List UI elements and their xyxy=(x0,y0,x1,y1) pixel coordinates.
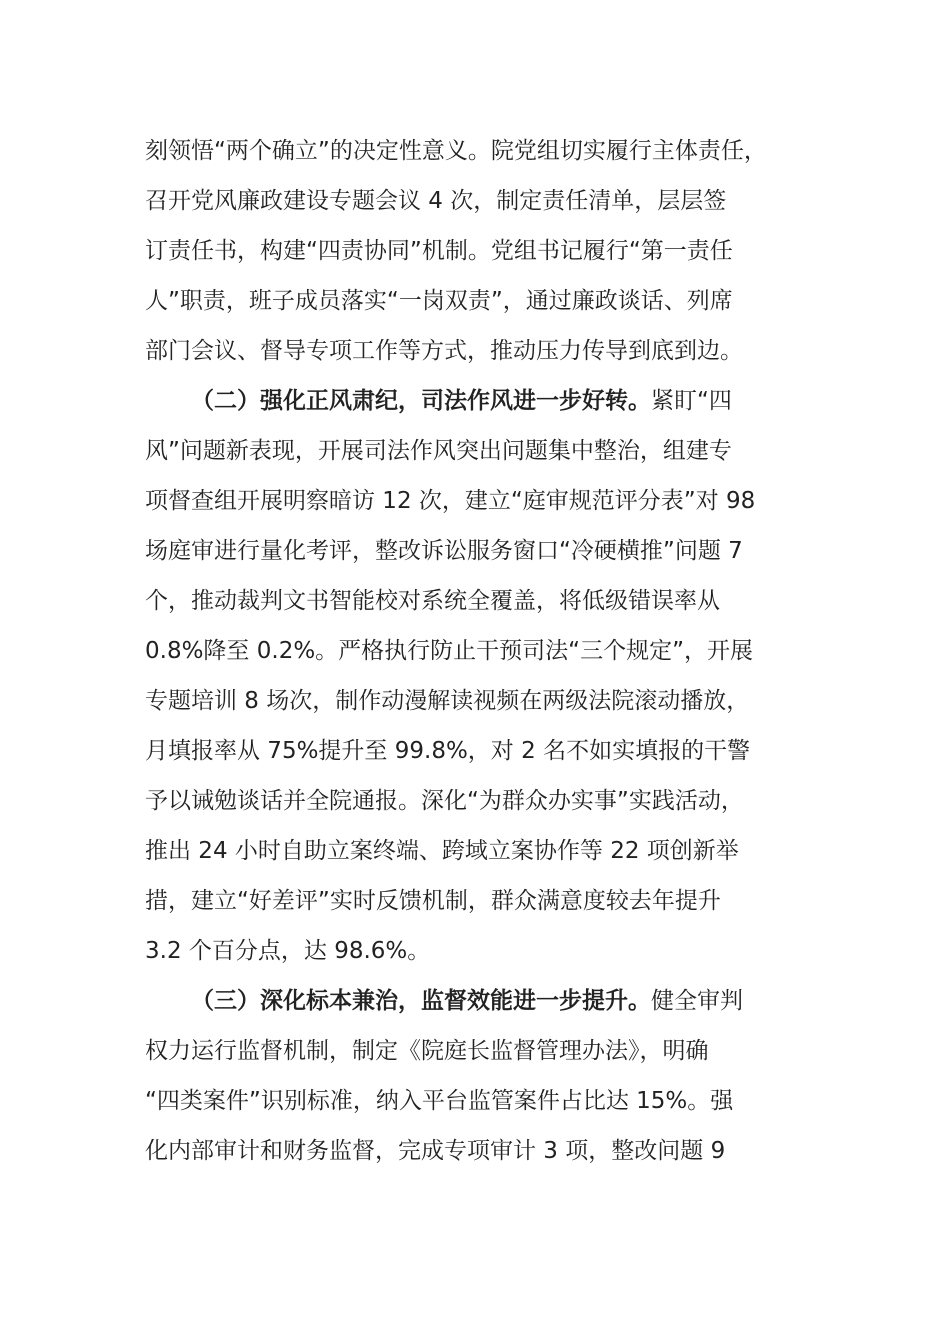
paragraph-line: 化内部审计和财务监督，完成专项审计 3 项，整改问题 9 xyxy=(145,1138,726,1164)
paragraph-line: 风”问题新表现，开展司法作风突出问题集中整治，组建专 xyxy=(145,438,732,464)
paragraph-line: 0.8%降至 0.2%。严格执行防止干预司法“三个规定”，开展 xyxy=(145,638,754,664)
section-2-first-line-text: 紧盯“四 xyxy=(651,388,732,414)
paragraph-line: “四类案件”识别标准，纳入平台监管案件占比达 15%。强 xyxy=(145,1088,734,1114)
paragraph-line: 场庭审进行量化考评，整改诉讼服务窗口“冷硬横推”问题 7 xyxy=(145,538,743,564)
paragraph-line: 个，推动裁判文书智能校对系统全覆盖，将低级错误率从 xyxy=(145,588,720,614)
paragraph-line: 部门会议、督导专项工作等方式，推动压力传导到底到边。 xyxy=(145,338,743,364)
paragraph-line: 召开党风廉政建设专题会议 4 次，制定责任清单，层层签 xyxy=(145,188,727,214)
paragraph-line: 人”职责，班子成员落实“一岗双责”，通过廉政谈话、列席 xyxy=(145,288,733,314)
section-3-first-line-text: 健全审判 xyxy=(651,988,743,1014)
paragraph-line: 月填报率从 75%提升至 99.8%，对 2 名不如实填报的干警 xyxy=(145,738,751,764)
paragraph-line: 专题培训 8 场次，制作动漫解读视频在两级法院滚动播放， xyxy=(145,688,750,714)
paragraph-line: 措，建立“好差评”实时反馈机制，群众满意度较去年提升 xyxy=(145,888,721,914)
section-2-heading: （二）强化正风肃纪，司法作风进一步好转。 xyxy=(191,388,651,414)
paragraph-line: 3.2 个百分点，达 98.6%。 xyxy=(145,938,431,964)
document-body xyxy=(145,126,835,1176)
paragraph-line: 刻领悟“两个确立”的决定性意义。院党组切实履行主体责任， xyxy=(145,138,767,164)
paragraph-line: 予以诫勉谈话并全院通报。深化“为群众办实事”实践活动， xyxy=(145,788,744,814)
section-3-first-line xyxy=(145,976,835,1026)
paragraph-line: 权力运行监督机制，制定《院庭长监督管理办法》，明确 xyxy=(145,1038,709,1064)
paragraph-line: 推出 24 小时自助立案终端、跨域立案协作等 22 项创新举 xyxy=(145,838,739,864)
section-3-heading: （三）深化标本兼治，监督效能进一步提升。 xyxy=(191,988,651,1014)
paragraph-line: 订责任书，构建“四责协同”机制。党组书记履行“第一责任 xyxy=(145,238,733,264)
paragraph-line: 项督查组开展明察暗访 12 次，建立“庭审规范评分表”对 98 xyxy=(145,488,756,514)
section-2-first-line xyxy=(145,376,835,426)
